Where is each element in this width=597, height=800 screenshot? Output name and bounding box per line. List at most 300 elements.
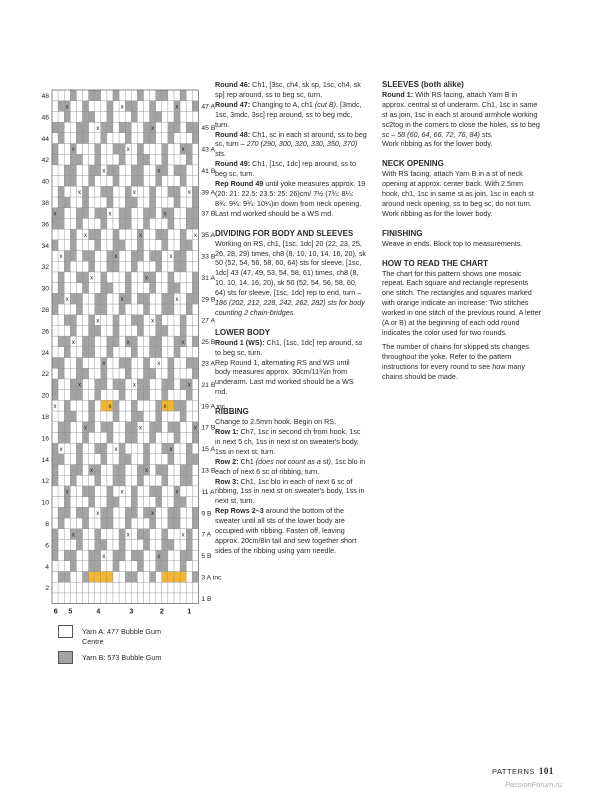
chart-cell	[137, 315, 143, 326]
chart-skip-mark: x	[120, 104, 124, 111]
chart-cell	[107, 261, 113, 272]
chart-cell	[162, 593, 168, 604]
chart-cell	[131, 475, 137, 486]
chart-cell	[101, 133, 107, 144]
chart-cell	[64, 122, 70, 133]
chart-cell	[144, 293, 150, 304]
chart-cell	[89, 411, 95, 422]
chart-cell	[144, 486, 150, 497]
chart-cell	[186, 390, 192, 401]
chart-cell	[168, 101, 174, 112]
chart-cell	[156, 261, 162, 272]
chart-cell	[131, 304, 137, 315]
chart-cell	[70, 283, 76, 294]
chart-cell	[64, 176, 70, 187]
chart-cell	[58, 165, 64, 176]
chart-cell	[137, 411, 143, 422]
chart-cell	[76, 272, 82, 283]
chart-cell	[113, 90, 119, 101]
chart-cell	[192, 283, 198, 294]
chart-cell	[107, 529, 113, 540]
chart-cell	[150, 550, 156, 561]
chart-cell	[125, 550, 131, 561]
chart-cell	[150, 154, 156, 165]
chart-cell	[162, 390, 168, 401]
chart-skip-mark: x	[102, 361, 106, 368]
chart-cell	[58, 561, 64, 572]
chart-cell	[168, 390, 174, 401]
chart-cell	[107, 561, 113, 572]
chart-cell	[89, 154, 95, 165]
chart-cell	[168, 358, 174, 369]
chart-cell	[150, 272, 156, 283]
chart-cell	[180, 261, 186, 272]
chart-cell	[186, 133, 192, 144]
chart-cell	[150, 465, 156, 476]
chart-cell	[131, 283, 137, 294]
chart-cell	[76, 507, 82, 518]
chart-cell	[168, 572, 174, 583]
chart-cell	[174, 400, 180, 411]
chart-cell	[113, 347, 119, 358]
chart-cell	[186, 347, 192, 358]
chart-cell	[162, 539, 168, 550]
chart-cell	[162, 304, 168, 315]
chart-cell	[186, 325, 192, 336]
chart-cell	[89, 240, 95, 251]
chart-cell	[156, 572, 162, 583]
chart-cell	[52, 325, 58, 336]
chart-round-label-left: 6	[45, 542, 49, 550]
chart-cell	[95, 390, 101, 401]
chart-cell	[113, 154, 119, 165]
chart-cell	[119, 529, 125, 540]
chart-cell	[70, 293, 76, 304]
chart-cell	[144, 379, 150, 390]
chart-cell	[70, 272, 76, 283]
chart-cell	[107, 475, 113, 486]
chart-skip-mark: x	[65, 489, 69, 496]
chart-cell	[131, 593, 137, 604]
chart-cell	[76, 261, 82, 272]
chart-cell	[180, 572, 186, 583]
chart-cell	[180, 379, 186, 390]
chart-cell	[162, 411, 168, 422]
chart-skip-mark: x	[157, 168, 161, 175]
chart-cell	[162, 336, 168, 347]
chart-cell	[64, 218, 70, 229]
chart-cell	[156, 176, 162, 187]
chart-cell	[168, 475, 174, 486]
chart-round-label-left: 36	[41, 221, 49, 229]
chart-cell	[168, 133, 174, 144]
chart-cell	[125, 454, 131, 465]
chart-cell	[101, 261, 107, 272]
chart-cell	[89, 486, 95, 497]
chart-cell	[156, 379, 162, 390]
chart-cell	[131, 176, 137, 187]
chart-round-label-right: 19 A inc	[201, 403, 226, 411]
chart-cell	[52, 529, 58, 540]
chart-cell	[162, 454, 168, 465]
chart-skip-mark: x	[120, 489, 124, 496]
chart-cell	[83, 197, 89, 208]
chart-cell	[101, 154, 107, 165]
chart-cell	[101, 432, 107, 443]
chart-cell	[192, 518, 198, 529]
chart-cell	[131, 422, 137, 433]
chart-cell	[58, 454, 64, 465]
chart-skip-mark: x	[114, 254, 118, 261]
chart-cell	[150, 176, 156, 187]
chart-cell	[76, 176, 82, 187]
chart-cell	[58, 572, 64, 583]
chart-cell	[113, 358, 119, 369]
chart-cell	[192, 304, 198, 315]
chart-round-label-left: 42	[41, 157, 49, 165]
chart-cell	[83, 122, 89, 133]
chart-cell	[180, 432, 186, 443]
chart-cell	[131, 165, 137, 176]
chart-round-label-left: 22	[41, 371, 49, 379]
chart-cell	[180, 347, 186, 358]
chart-cell	[156, 336, 162, 347]
yarn-a-label-line2: Centre	[82, 637, 104, 646]
chart-cell	[192, 144, 198, 155]
chart-cell	[89, 208, 95, 219]
chart-cell	[137, 154, 143, 165]
chart-cell	[150, 229, 156, 240]
page-footer	[492, 766, 554, 776]
chart-cell	[64, 229, 70, 240]
chart-round-label-right: 35 A	[201, 232, 216, 240]
chart-cell	[95, 454, 101, 465]
chart-cell	[70, 358, 76, 369]
chart-cell	[156, 272, 162, 283]
chart-cell	[137, 486, 143, 497]
chart-cell	[144, 443, 150, 454]
chart-cell	[76, 432, 82, 443]
chart-cell	[70, 176, 76, 187]
chart-cell	[180, 486, 186, 497]
chart-cell	[144, 154, 150, 165]
chart-cell	[168, 518, 174, 529]
chart-cell	[95, 465, 101, 476]
chart-cell	[107, 465, 113, 476]
chart-cell	[180, 368, 186, 379]
chart-cell	[125, 561, 131, 572]
chart-cell	[144, 325, 150, 336]
chart-cell	[186, 368, 192, 379]
chart-cell	[58, 358, 64, 369]
chart-cell	[150, 379, 156, 390]
chart-cell	[125, 539, 131, 550]
chart-cell	[95, 529, 101, 540]
chart-cell	[101, 325, 107, 336]
chart-cell	[125, 186, 131, 197]
chart-cell	[174, 283, 180, 294]
chart-cell	[76, 465, 82, 476]
chart-cell	[174, 336, 180, 347]
chart-cell	[70, 572, 76, 583]
chart-cell	[119, 251, 125, 262]
chart-cell	[150, 101, 156, 112]
chart-cell	[150, 197, 156, 208]
chart-cell	[95, 251, 101, 262]
chart-cell	[156, 197, 162, 208]
chart-cell	[119, 347, 125, 358]
chart-cell	[131, 229, 137, 240]
chart-cell	[186, 572, 192, 583]
chart-cell	[150, 218, 156, 229]
chart-cell	[174, 144, 180, 155]
chart-cell	[52, 101, 58, 112]
chart-cell	[52, 582, 58, 593]
chart-cell	[174, 347, 180, 358]
chart-cell	[137, 358, 143, 369]
chart-cell	[58, 315, 64, 326]
chart-cell	[113, 593, 119, 604]
chart-cell	[113, 283, 119, 294]
chart-cell	[125, 176, 131, 187]
chart-cell	[64, 358, 70, 369]
chart-cell	[107, 101, 113, 112]
chart-cell	[174, 251, 180, 262]
chart-cell	[113, 325, 119, 336]
chart-cell	[64, 133, 70, 144]
chart-cell	[144, 507, 150, 518]
chart-cell	[95, 518, 101, 529]
chart-cell	[174, 390, 180, 401]
chart-skip-mark: x	[193, 232, 197, 239]
chart-cell	[119, 454, 125, 465]
chart-skip-mark: x	[84, 232, 88, 239]
chart-cell	[58, 465, 64, 476]
chart-cell	[83, 272, 89, 283]
chart-cell	[180, 229, 186, 240]
chart-cell	[89, 186, 95, 197]
chart-cell	[174, 122, 180, 133]
chart-cell	[144, 561, 150, 572]
chart-cell	[180, 518, 186, 529]
chart-cell	[168, 122, 174, 133]
chart-cell	[192, 368, 198, 379]
chart-cell	[113, 304, 119, 315]
chart-cell	[180, 507, 186, 518]
chart-cell	[186, 454, 192, 465]
chart-cell	[64, 475, 70, 486]
chart-cell	[180, 165, 186, 176]
chart-skip-mark: x	[132, 190, 136, 197]
chart-cell	[95, 293, 101, 304]
chart-cell	[144, 529, 150, 540]
chart-cell	[144, 101, 150, 112]
chart-cell	[70, 240, 76, 251]
chart-cell	[137, 272, 143, 283]
chart-cell	[192, 315, 198, 326]
chart-round-label-right: 7 A	[201, 531, 212, 539]
chart-cell	[125, 293, 131, 304]
chart-cell	[125, 229, 131, 240]
chart-cell	[83, 454, 89, 465]
chart-cell	[186, 432, 192, 443]
chart-cell	[70, 550, 76, 561]
chart-cell	[119, 240, 125, 251]
chart-cell	[101, 539, 107, 550]
chart-cell	[192, 272, 198, 283]
chart-cell	[107, 443, 113, 454]
chart-cell	[89, 165, 95, 176]
chart-cell	[186, 497, 192, 508]
chart-cell	[76, 368, 82, 379]
chart-cell	[168, 432, 174, 443]
chart-cell	[168, 400, 174, 411]
chart-cell	[180, 197, 186, 208]
chart-cell	[52, 454, 58, 465]
chart-cell	[168, 325, 174, 336]
chart-cell	[64, 240, 70, 251]
chart-cell	[168, 336, 174, 347]
chart-cell	[192, 539, 198, 550]
chart-cell	[76, 582, 82, 593]
chart-skip-mark: x	[77, 190, 81, 197]
chart-cell	[186, 400, 192, 411]
chart-cell	[89, 572, 95, 583]
heading-sleeves: SLEEVES (both alike)	[382, 80, 464, 89]
chart-cell	[107, 315, 113, 326]
chart-cell	[113, 336, 119, 347]
chart-cell	[119, 154, 125, 165]
chart-cell	[113, 507, 119, 518]
sleeve-ribbing: Work ribbing as for the lower body.	[382, 139, 493, 149]
chart-cell	[137, 186, 143, 197]
chart-round-label-left: 34	[41, 242, 49, 250]
chart-cell	[168, 497, 174, 508]
chart-cell	[83, 101, 89, 112]
chart-cell	[180, 218, 186, 229]
chart-cell	[137, 518, 143, 529]
chart-cell	[52, 304, 58, 315]
chart-cell	[156, 218, 162, 229]
chart-cell	[107, 390, 113, 401]
chart-cell	[64, 529, 70, 540]
chart-cell	[76, 325, 82, 336]
chart-cell	[95, 165, 101, 176]
chart-cell	[58, 283, 64, 294]
chart-cell	[119, 390, 125, 401]
chart-cell	[192, 218, 198, 229]
chart-cell	[101, 272, 107, 283]
chart-cell	[64, 507, 70, 518]
chart-skip-mark: x	[71, 339, 75, 346]
chart-cell	[150, 529, 156, 540]
chart-cell	[174, 111, 180, 122]
chart-cell	[52, 561, 58, 572]
chart-cell	[113, 550, 119, 561]
chart-round-label-left: 30	[41, 285, 49, 293]
chart-cell	[131, 390, 137, 401]
chart-cell	[137, 304, 143, 315]
chart-cell	[83, 240, 89, 251]
chart-round-label-right: 37 B	[201, 210, 216, 218]
chart-cell	[156, 111, 162, 122]
chart-cell	[83, 176, 89, 187]
chart-cell	[162, 379, 168, 390]
chart-cell	[162, 261, 168, 272]
chart-skip-mark: x	[77, 382, 81, 389]
chart-cell	[107, 486, 113, 497]
chart-cell	[137, 379, 143, 390]
chart-skip-mark: x	[169, 446, 173, 453]
chart-cell	[58, 122, 64, 133]
chart-cell	[186, 507, 192, 518]
chart-cell	[52, 197, 58, 208]
chart-cell	[70, 518, 76, 529]
chart-round-label-right: 1 B	[201, 595, 212, 603]
chart-cell	[58, 497, 64, 508]
chart-cell	[174, 411, 180, 422]
chart-round-label-left: 20	[41, 392, 49, 400]
chart-cell	[131, 251, 137, 262]
chart-cell	[83, 208, 89, 219]
chart-cell	[119, 497, 125, 508]
chart-skip-mark: x	[138, 425, 142, 432]
chart-cell	[144, 400, 150, 411]
chart-cell	[89, 454, 95, 465]
chart-skip-mark: x	[90, 468, 94, 475]
chart-cell	[156, 251, 162, 262]
chart-cell	[156, 529, 162, 540]
chart-cell	[174, 261, 180, 272]
chart-round-label-right: 33 B	[201, 253, 216, 261]
chart-cell	[89, 390, 95, 401]
chart-cell	[144, 518, 150, 529]
chart-cell	[113, 165, 119, 176]
chart-cell	[70, 486, 76, 497]
chart-skip-mark: x	[181, 532, 185, 539]
chart-cell	[113, 111, 119, 122]
chart-cell	[76, 422, 82, 433]
chart-cell	[119, 475, 125, 486]
chart-cell	[52, 283, 58, 294]
chart-cell	[83, 432, 89, 443]
chart-cell	[89, 90, 95, 101]
chart-cell	[76, 208, 82, 219]
chart-cell	[125, 133, 131, 144]
chart-cell	[192, 176, 198, 187]
chart-cell	[107, 293, 113, 304]
chart-cell	[125, 465, 131, 476]
chart-cell	[52, 368, 58, 379]
chart-cell	[168, 208, 174, 219]
chart-cell	[192, 432, 198, 443]
chart-cell	[119, 379, 125, 390]
chart-cell	[144, 347, 150, 358]
chart-cell	[113, 582, 119, 593]
chart-cell	[119, 400, 125, 411]
chart-cell	[101, 208, 107, 219]
chart-cell	[144, 111, 150, 122]
chart-cell	[76, 443, 82, 454]
chart-cell	[101, 336, 107, 347]
chart-column-label: 6	[53, 608, 58, 616]
chart-cell	[83, 475, 89, 486]
chart-cell	[144, 358, 150, 369]
chart-cell	[144, 497, 150, 508]
chart-cell	[107, 144, 113, 155]
chart-cell	[180, 325, 186, 336]
chart-cell	[150, 304, 156, 315]
